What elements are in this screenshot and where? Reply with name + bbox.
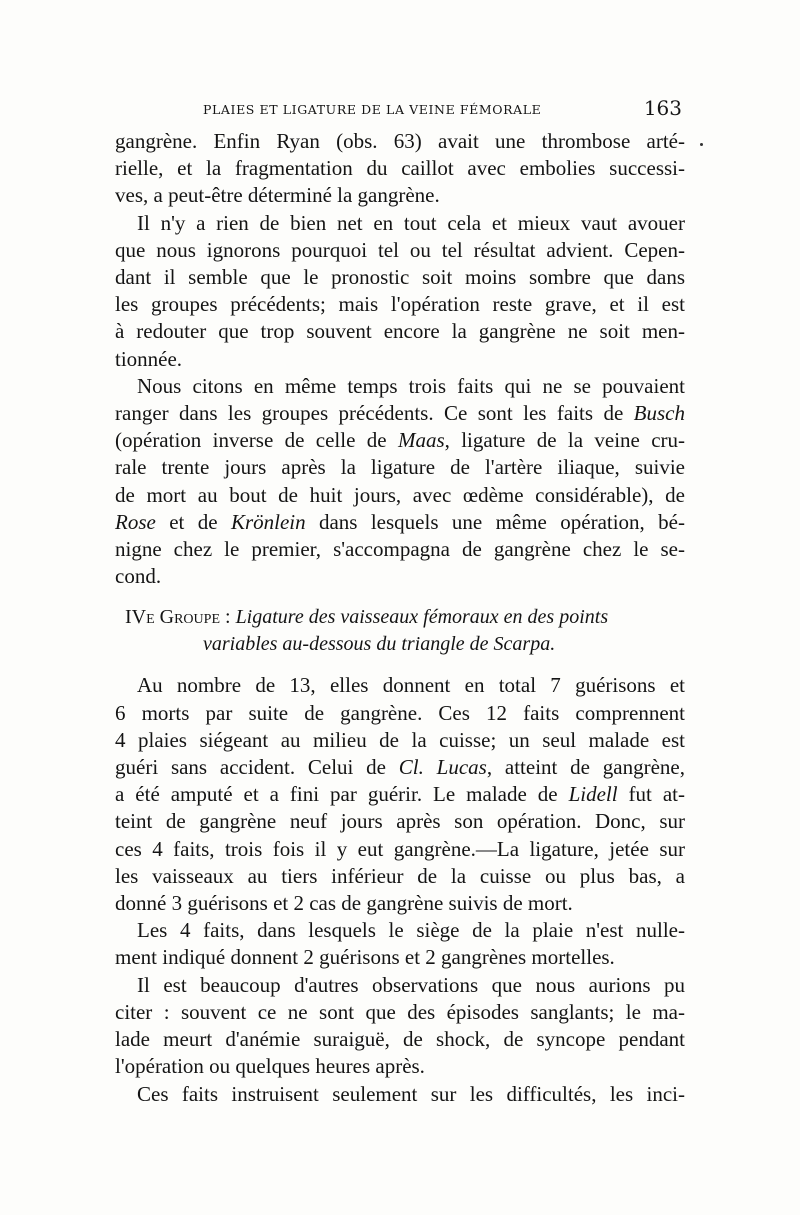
author-name: Lidell — [568, 782, 618, 807]
text-line: citer : souvent ce ne sont que des épisodes sanglants; le ma- — [115, 999, 685, 1024]
text-line: Au nombre de 13, elles donnent en total 7 guérisons et — [137, 673, 685, 698]
text-line: 4 plaies siégeant au milieu de la cuisse; un seul malade est — [115, 727, 685, 752]
text-line: lade meurt d'anémie suraiguë, de shock, de syncope pendant — [115, 1027, 685, 1052]
text-line: Ces faits instruisent seulement sur les difficultés, les inci- — [137, 1081, 685, 1106]
running-title: PLAIES ET LIGATURE DE LA VEINE FÉMORALE — [203, 102, 542, 117]
heading-line — [115, 604, 685, 631]
text-run: guéri sans accident. Celui de — [115, 755, 399, 780]
text-line: à redouter que trop souvent encore la gangrène ne soit men- — [115, 319, 685, 344]
group-label: IVe Groupe : — [125, 606, 236, 629]
text-line: les groupes précédents; mais l'opération reste grave, et il est — [115, 292, 685, 317]
ink-speck — [700, 143, 703, 146]
text-line — [115, 427, 685, 454]
heading-title: Ligature des vaisseaux fémoraux en des points — [235, 606, 609, 629]
page-header — [115, 96, 685, 122]
paragraph-pronostic — [115, 210, 685, 373]
text-run: , atteint de gangrène, — [486, 755, 685, 780]
section-gap — [115, 590, 685, 604]
text-run: a été amputé et a fini par guérir. Le malade de — [115, 782, 569, 807]
text-run: et de — [155, 509, 231, 534]
text-line: dant il semble que le pronostic soit moins sombre que dans — [115, 265, 685, 290]
text-line: ces 4 faits, trois fois il y eut gangrène.—La ligature, jetée sur — [115, 836, 685, 861]
text-line: Il n'y a rien de bien net en tout cela et mieux vaut avouer — [137, 210, 685, 235]
body-text — [115, 128, 685, 1108]
paragraph-difficultes — [115, 1081, 685, 1108]
text-run: , ligature de la veine cru- — [444, 428, 685, 453]
text-line: l'opération ou quelques heures après. — [115, 1054, 425, 1079]
text-line: donné 3 guérisons et 2 cas de gangrène suivis de mort. — [115, 891, 573, 916]
text-line — [115, 781, 685, 808]
text-run: (opération inverse de celle de — [115, 428, 398, 453]
text-line: tionnée. — [115, 346, 183, 371]
section-heading — [115, 604, 685, 658]
author-name: Cl. Lucas — [398, 755, 487, 780]
text-line — [115, 400, 685, 427]
text-line: Nous citons en même temps trois faits qui ne se pouvaient — [137, 373, 685, 398]
text-line: cond. — [115, 564, 162, 589]
text-run: fut at- — [617, 782, 685, 807]
text-line: que nous ignorons pourquoi tel ou tel résultat advient. Cepen- — [115, 237, 685, 262]
text-line: 6 morts par suite de gangrène. Ces 12 faits comprennent — [115, 700, 685, 725]
text-line: les vaisseaux au tiers inférieur de la cuisse ou plus bas, a — [115, 863, 685, 888]
text-line: rale trente jours après la ligature de l'artère iliaque, suivie — [115, 455, 685, 480]
text-line: de mort au bout de huit jours, avec œdème considérable), de — [115, 482, 685, 507]
heading-line — [115, 631, 685, 658]
text-line: gangrène. Enfin Ryan (obs. 63) avait une thrombose arté- — [115, 129, 685, 153]
text-line — [115, 754, 685, 781]
text-line: rielle, et la fragmentation du caillot avec embolies successi- — [115, 156, 685, 181]
author-name: Busch — [633, 401, 685, 426]
text-line: Les 4 faits, dans lesquels le siège de la plaie n'est nulle- — [137, 918, 685, 943]
paragraph-continuation — [115, 128, 685, 210]
text-line — [115, 509, 685, 536]
text-line: ment indiqué donnent 2 guérisons et 2 gangrènes mortelles. — [115, 945, 615, 970]
text-run: ranger dans les groupes précédents. Ce sont les faits de — [115, 401, 634, 426]
paragraph-trois-faits — [115, 373, 685, 591]
heading-title: variables au-dessous du triangle de Scarpa. — [203, 633, 556, 656]
text-line: nigne chez le premier, s'accompagna de gangrène chez le se- — [115, 537, 685, 562]
author-name: Krönlein — [230, 509, 306, 534]
text-line: Il est beaucoup d'autres observations que nous aurions pu — [137, 972, 685, 997]
page-number: 163 — [643, 96, 682, 120]
paragraph-observations — [115, 972, 685, 1081]
paragraph-quatre-faits — [115, 917, 685, 971]
author-name: Maas — [397, 428, 445, 453]
text-run: dans lesquels une même opération, bé- — [305, 509, 685, 534]
author-name: Rose — [115, 509, 156, 534]
paragraph-nombre — [115, 672, 685, 917]
text-line: ves, a peut-être déterminé la gangrène. — [115, 183, 440, 208]
text-line: teint de gangrène neuf jours après son opération. Donc, sur — [115, 809, 685, 834]
section-gap — [115, 658, 685, 672]
